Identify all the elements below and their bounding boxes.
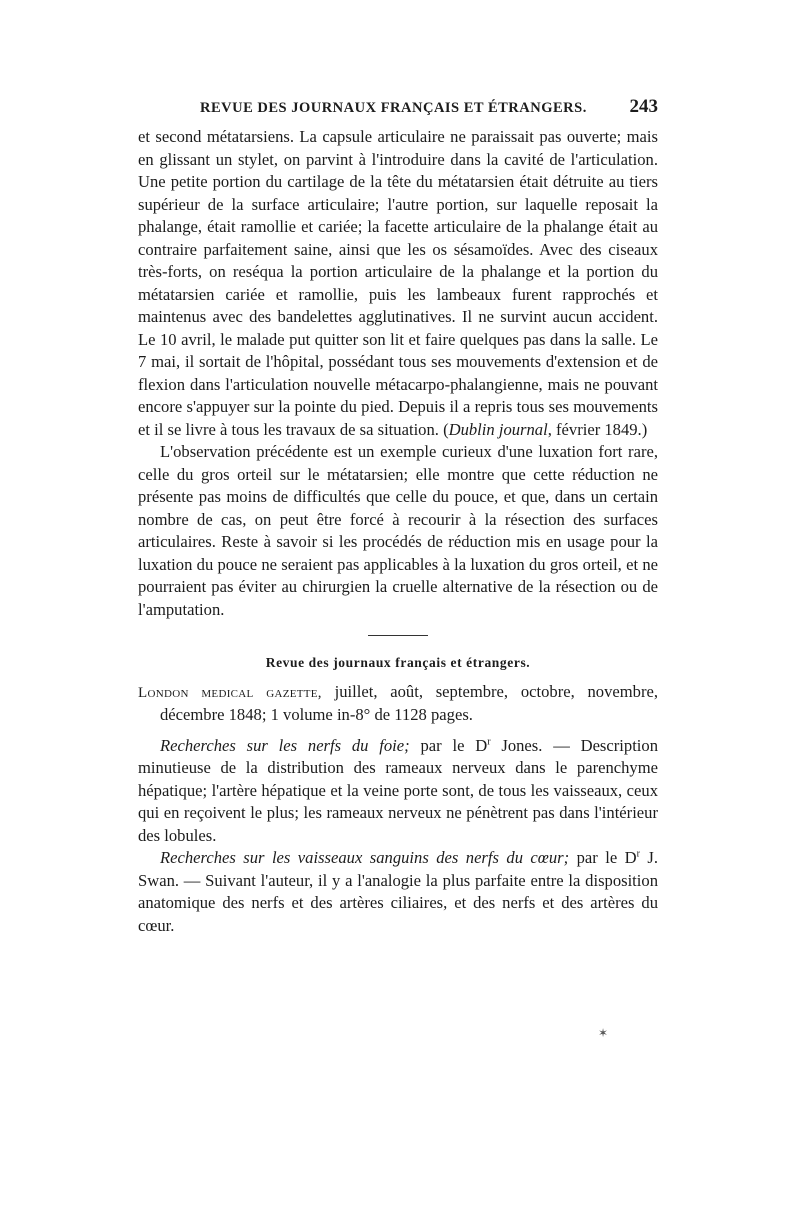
section-heading: Revue des journaux français et étrangers. (265, 655, 531, 670)
running-title: REVUE DES JOURNAUX FRANÇAIS ET ÉTRANGERS. (200, 100, 587, 116)
running-head (138, 96, 658, 126)
printer-mark-glyph: ✶ (598, 1026, 609, 1040)
journal-details: juillet, août, septembre, octobre, novembre, décembre 1848; 1 volume in-8° de 1128 pages. (160, 681, 658, 724)
source-citation: Dublin journal (448, 419, 548, 439)
article-body (138, 126, 658, 937)
source-date: , février 1849.) (547, 419, 648, 439)
journal-entry (138, 681, 658, 727)
section-divider (368, 635, 428, 636)
review-entry-title: Recherches sur les vaisseaux sanguins des nerfs du cœur; (160, 848, 570, 867)
review-entry-liver-nerves (138, 735, 658, 848)
commentary-paragraph: L'observation précédente est un exemple curieux d'une luxation fort rare, celle du gros orteil sur le métatarsien; elle montre que cette réduction ne présente pas moins de difficultés que celle du pouce, et que, dans un certain nombre de cas, on peut être forcé à recourir à la résection des surfaces articulaires. Reste à savoir si les procédés de réduction mis en usage pour la luxation du pouce ne seraient pas applicables à la luxation du gros orteil, et ne pourraient pas éviter au chirurgien la cruelle alternative de la résection ou de l'amputation. (138, 442, 658, 619)
page-number: 243 (629, 96, 658, 117)
book-page (138, 96, 658, 937)
review-entry-author-sup: r (487, 735, 491, 747)
review-entry-summary: Jones. — Description minutieuse de la distribution des rameaux nerveux dans le parenchyme hépatique; l'artère hépatique et la veine porte sont, de tous les vaisseaux, ceux qui en reçoivent le plus; les rameaux nerveux ne pénètrent pas dans l'intérieur des lobules. (138, 735, 659, 845)
review-entry-summary: J. Swan. — Suivant l'auteur, il y a l'analogie la plus parfaite entre la disposition anatomique des nerfs et des artères ciliaires, et des nerfs et des artères du cœur. (138, 848, 658, 935)
review-entry-author-sup: r (636, 848, 640, 860)
case-report-text: et second métatarsiens. La capsule articulaire ne paraissait pas ouverte; mais en glissant un stylet, on parvint à l'introduire dans la cavité de l'articulation. Une petite portion du cartilage de la tête du métatarsien était détruite au tiers supérieur de la surface articulaire; l'autre portion, sur laquelle reposait la phalange, était ramollie et cariée; la facette articulaire de la phalange était au contraire parfaitement saine, ainsi que les os sésamoïdes. Avec des ciseaux très-forts, on reséqua la portion articulaire de la phalange et la portion du métatarsien cariée et ramollie, puis les lambeaux furent rapprochés et maintenus avec des bandelettes agglutinatives. Il ne survint aucun accident. Le 10 avril, le malade put quitter son lit et faire quelques pas dans la salle. Le 7 mai, il sortait de l'hôpital, possédant tous ses mouvements d'extension et de flexion dans l'articulation nouvelle métacarpo-phalangienne, mais ne pouvant encore s'appuyer sur la pointe du pied. Depuis il a repris tous ses mouvements et il se livre à tous les travaux de sa situation. ( (138, 127, 658, 439)
review-entry-heart-vessels (138, 847, 658, 937)
case-report-paragraph (138, 126, 658, 441)
review-entry-title: Recherches sur les nerfs du foie; (160, 735, 410, 755)
journal-name: London medical gazette, (138, 684, 322, 701)
review-entry-author-pre: par le D (569, 848, 637, 867)
review-entry-author-pre: par le D (409, 735, 488, 755)
